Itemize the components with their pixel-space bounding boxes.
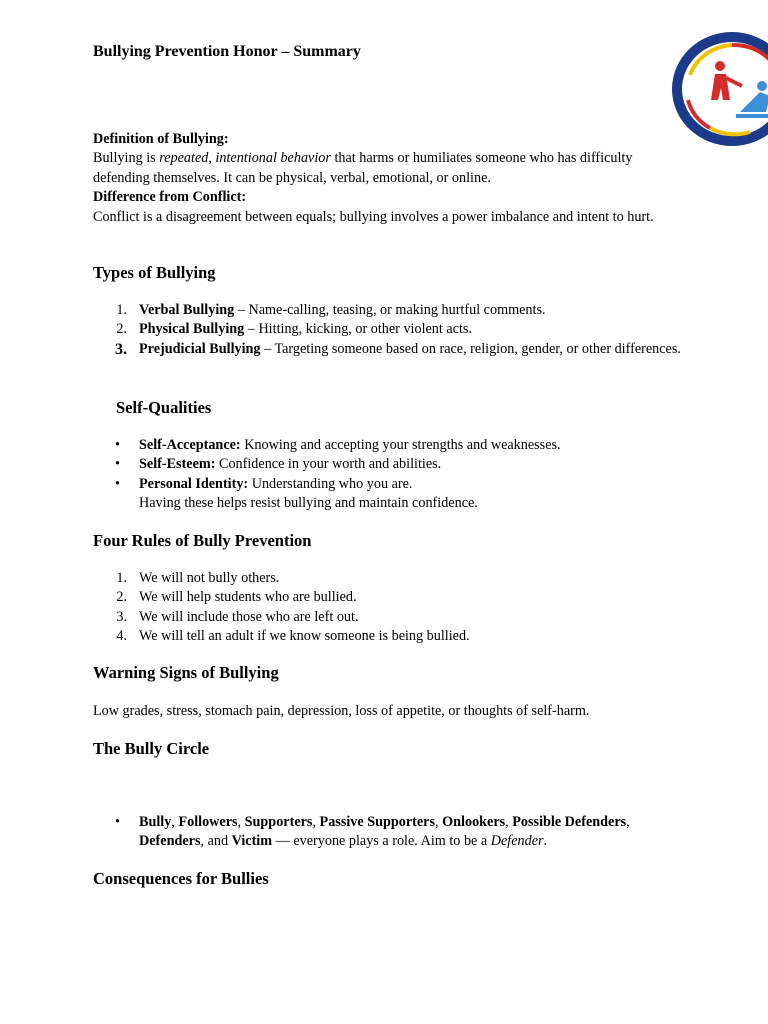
warning-heading: Warning Signs of Bullying: [93, 663, 279, 682]
list-item: • Self-Esteem: Confidence in your worth and abilities.: [115, 456, 442, 473]
list-item: • Bully, Followers, Supporters, Passive Supporters, Onlookers, Possible Defenders, Defenders, and Victim — everyone plays a role. Aim to be a Defender.: [115, 814, 630, 850]
list-item: 1. Verbal Bullying – Name-calling, teasing, or making hurtful comments.: [116, 302, 546, 318]
rules-heading: Four Rules of Bully Prevention: [93, 531, 312, 550]
self-qualities-list: [93, 436, 683, 514]
list-item: • Self-Acceptance: Knowing and accepting your strengths and weaknesses.: [115, 437, 561, 453]
definition-heading: Definition of Bullying:: [93, 131, 229, 147]
honor-patch-logo: [670, 30, 768, 148]
bully-circle-list: [93, 813, 683, 852]
difference-heading: Difference from Conflict:: [93, 189, 247, 206]
consequences-heading: Consequences for Bullies: [93, 869, 269, 888]
definition-text: Bullying is repeated, intentional behavior that harms or humiliates someone who has difficulty defending themselves. It can be physical, verbal, emotional, or online.: [93, 150, 633, 186]
list-item: 2. We will help students who are bullied.: [116, 589, 357, 606]
page-title: Bullying Prevention Honor – Summary: [93, 43, 361, 60]
definition-section: [93, 130, 683, 227]
rules-list: [93, 569, 683, 647]
difference-text: Conflict is a disagreement between equals; bullying involves a power imbalance and intent to hurt.: [93, 208, 654, 225]
list-item: 2. Physical Bullying – Hitting, kicking, or other violent acts.: [116, 321, 472, 338]
list-item: 3. Prejudicial Bullying – Targeting someone based on race, religion, gender, or other differences.: [115, 340, 681, 358]
warning-text: Low grades, stress, stomach pain, depression, loss of appetite, or thoughts of self-harm.: [93, 703, 590, 719]
bully-circle-heading: The Bully Circle: [93, 739, 210, 758]
list-item: 3. We will include those who are left out.: [116, 608, 359, 625]
list-item: 4. We will tell an adult if we know someone is being bullied.: [116, 628, 470, 645]
self-qualities-heading: Self-Qualities: [116, 398, 212, 417]
list-item: 1. We will not bully others.: [116, 570, 280, 586]
self-qualities-note: Having these helps resist bullying and maintain confidence.: [139, 495, 478, 512]
types-heading: Types of Bullying: [93, 263, 216, 282]
list-item: • Personal Identity: Understanding who you are. Having these helps resist bullying and maintain confidence.: [115, 475, 478, 512]
types-list: [93, 301, 683, 359]
